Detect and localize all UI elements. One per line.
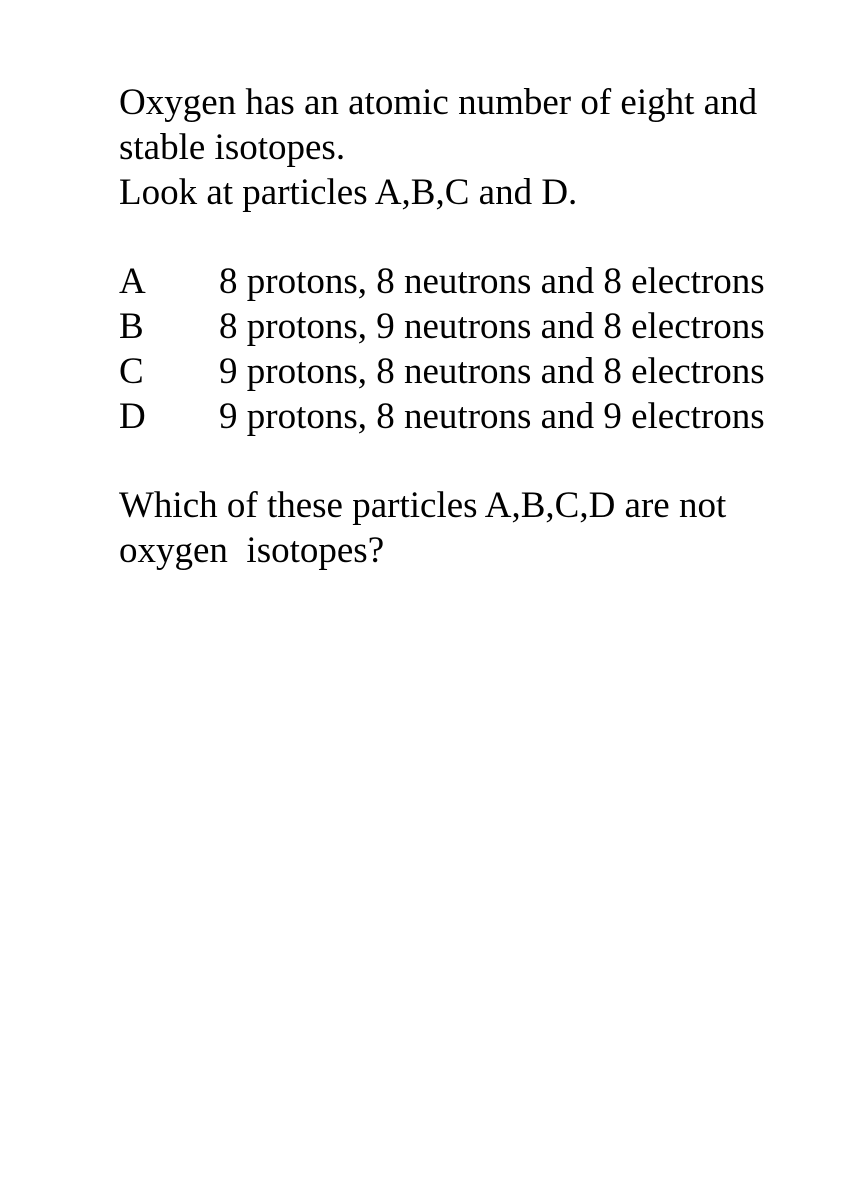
option-d [119, 394, 819, 439]
option-text: 8 protons, 8 neutrons and 8 electrons [219, 261, 765, 302]
particle-options-list [119, 259, 819, 439]
intro-paragraph [119, 80, 819, 215]
option-letter: A [119, 261, 146, 302]
question-line-2: oxygen isotopes? [119, 530, 385, 571]
option-letter: C [119, 351, 144, 392]
option-c [119, 349, 819, 394]
option-a [119, 259, 819, 304]
question-paragraph [119, 483, 819, 573]
document-page [119, 80, 819, 573]
option-letter: B [119, 306, 144, 347]
intro-line-3: Look at particles A,B,C and D. [119, 172, 578, 213]
intro-line-2: stable isotopes. [119, 127, 346, 168]
spacer [119, 215, 819, 259]
intro-line-1: Oxygen has an atomic number of eight and [119, 82, 758, 123]
option-text: 8 protons, 9 neutrons and 8 electrons [219, 306, 765, 347]
option-b [119, 304, 819, 349]
option-text: 9 protons, 8 neutrons and 9 electrons [219, 396, 765, 437]
spacer [119, 439, 819, 483]
option-letter: D [119, 396, 146, 437]
option-text: 9 protons, 8 neutrons and 8 electrons [219, 351, 765, 392]
question-line-1: Which of these particles A,B,C,D are not [119, 485, 727, 526]
